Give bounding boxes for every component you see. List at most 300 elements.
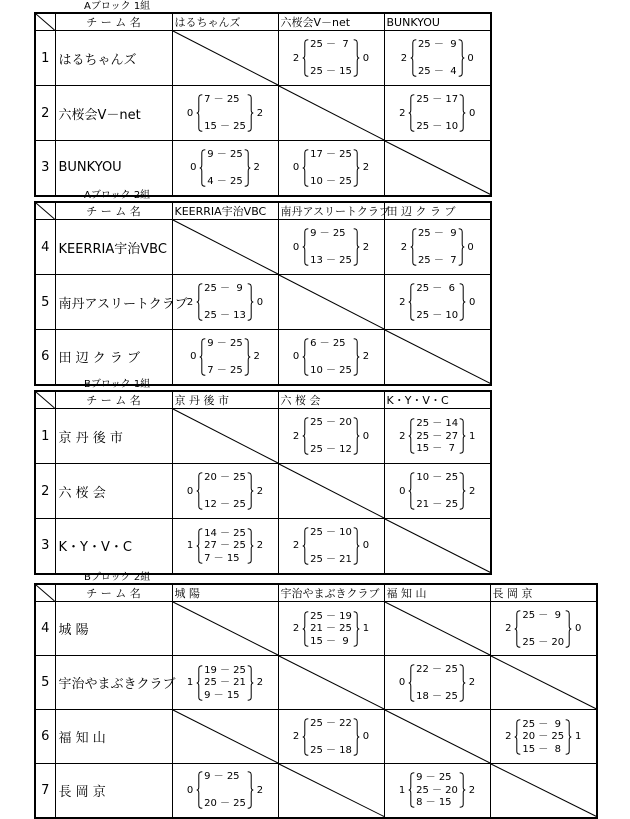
header-row (35, 202, 491, 220)
column-team-label: 宇治やまぶきクラブ (280, 587, 380, 600)
column-team-name (384, 391, 491, 409)
row-team-name: K・Y・V・C (55, 519, 172, 574)
match-result (278, 519, 384, 574)
set-scores (415, 94, 459, 132)
brace-left (408, 418, 415, 454)
sets-won: 1 (186, 540, 194, 552)
row-number: 7 (35, 764, 55, 818)
set-scores (309, 39, 353, 77)
sets-lost: 1 (468, 430, 476, 442)
brace-left (408, 772, 415, 808)
column-team-label: 京 丹 後 市 (174, 394, 229, 407)
corner-diagonal (36, 392, 55, 408)
set-scores (415, 283, 459, 321)
sets-lost: 0 (362, 52, 370, 64)
sets-won: 1 (186, 677, 194, 688)
set-score: 15 － 25 (204, 121, 246, 132)
sets-lost: 2 (468, 485, 476, 497)
set-score: 25 － 9 (417, 228, 457, 239)
team-name-header: チ ー ム 名 (55, 202, 172, 220)
row-team-name: 六桜会V－net (55, 86, 172, 141)
sets-won: 2 (292, 623, 300, 634)
column-team-label: K・Y・V・C (386, 394, 449, 407)
block-title: Bブロック 2組 (84, 572, 151, 583)
set-score: 10 － 25 (310, 175, 352, 187)
brace-left (408, 94, 415, 132)
corner-cell (35, 202, 55, 220)
brace-left (199, 338, 206, 376)
match-result (278, 220, 384, 275)
no-match-cell (490, 656, 597, 710)
set-score: 20 － 25 (204, 472, 246, 483)
brace-right (244, 149, 251, 187)
set-score: 25 － 6 (416, 283, 455, 294)
brace-left (302, 417, 309, 455)
set-scores (309, 527, 353, 565)
brace-left (302, 338, 309, 376)
sets-won: 2 (400, 241, 408, 253)
set-score: 10 － 25 (310, 364, 352, 376)
set-scores (309, 417, 353, 455)
sets-lost: 2 (253, 162, 260, 174)
team-row (35, 220, 491, 275)
brace-right (458, 39, 465, 77)
set-score: 20 － 25 (522, 731, 565, 742)
team-row (35, 141, 491, 196)
brace-right (565, 610, 572, 648)
match-result (384, 31, 491, 86)
set-scores (203, 472, 247, 510)
brace-left (196, 283, 203, 321)
set-score: 9 － 25 (207, 148, 243, 160)
column-team-label: 六桜会V－net (280, 16, 351, 29)
corner-cell (35, 13, 55, 31)
match-result (278, 330, 384, 385)
block-4 (34, 572, 598, 819)
set-score: 15 － 7 (416, 443, 455, 454)
row-number: 3 (35, 141, 55, 196)
set-score: 25 － 10 (310, 526, 352, 538)
column-team-name (172, 584, 278, 602)
row-number: 6 (35, 330, 55, 385)
set-score: 13 － 25 (310, 255, 352, 266)
no-match-cell (490, 764, 597, 818)
brace-right (247, 283, 254, 321)
set-scores (309, 338, 353, 376)
results-table (34, 390, 492, 575)
set-score: 25 － 15 (310, 66, 352, 77)
set-score: 25 － 19 (310, 610, 352, 622)
brace-left (302, 718, 309, 756)
set-score: 7 － 25 (204, 94, 240, 105)
brace-left (196, 472, 203, 510)
match-result (384, 86, 491, 141)
cell-diagonal (385, 519, 491, 573)
brace-right (247, 665, 254, 701)
cell-diagonal (173, 31, 278, 85)
brace-right (353, 338, 360, 376)
sets-lost: 2 (256, 540, 264, 552)
sets-won: 0 (186, 784, 194, 796)
team-row (35, 602, 597, 656)
block-2 (34, 190, 492, 386)
no-match-cell (278, 764, 384, 818)
block-title: Aブロック 2組 (84, 190, 151, 201)
match-result (172, 86, 278, 141)
set-score: 25 － 27 (416, 430, 459, 442)
brace-left (302, 527, 309, 565)
set-scores (415, 772, 459, 808)
sets-won: 2 (505, 731, 512, 742)
sets-lost: 0 (362, 540, 370, 552)
brace-left (196, 528, 203, 564)
set-scores (203, 528, 247, 564)
cell-diagonal (385, 602, 490, 655)
row-number: 1 (35, 409, 55, 464)
match-result (384, 764, 490, 818)
column-team-label: はるちゃんズ (174, 16, 241, 29)
block-3 (34, 379, 492, 575)
team-row (35, 31, 491, 86)
set-scores (417, 39, 458, 77)
sets-lost: 2 (468, 784, 476, 796)
cell-diagonal (491, 656, 597, 709)
results-table (34, 201, 492, 386)
header-row (35, 584, 597, 602)
brace-left (196, 771, 203, 809)
brace-left (410, 39, 417, 77)
row-number: 2 (35, 86, 55, 141)
row-team-name: BUNKYOU (55, 141, 172, 196)
set-score: 9 － 25 (207, 337, 243, 349)
sets-won: 0 (186, 107, 194, 119)
set-score: 17 － 25 (310, 148, 352, 160)
cell-diagonal (279, 764, 384, 817)
column-team-label: 六 桜 会 (280, 394, 321, 407)
sets-won: 2 (292, 430, 300, 442)
set-score: 25 － 21 (204, 677, 246, 688)
sets-won: 0 (190, 162, 197, 174)
team-row (35, 710, 597, 764)
sets-lost: 0 (574, 623, 582, 634)
set-score: 25 － 12 (310, 444, 352, 455)
header-row (35, 391, 491, 409)
sets-lost: 2 (256, 485, 264, 497)
sets-won: 2 (399, 296, 406, 308)
row-team-name: KEERRIA宇治VBC (55, 220, 172, 275)
match-result (172, 519, 278, 574)
column-team-label: 長 岡 京 (492, 587, 533, 600)
row-number: 2 (35, 464, 55, 519)
column-team-label: 福 知 山 (386, 587, 427, 600)
set-score: 20 － 25 (204, 798, 246, 810)
set-score: 15 － 8 (522, 743, 561, 755)
brace-left (410, 228, 417, 266)
set-score: 25 － 9 (522, 718, 561, 730)
no-match-cell (172, 220, 278, 275)
row-number: 3 (35, 519, 55, 574)
brace-right (565, 719, 572, 755)
cell-diagonal (491, 764, 597, 817)
team-name-header: チ ー ム 名 (55, 584, 172, 602)
row-number: 4 (35, 602, 55, 656)
set-score: 15 － 9 (310, 635, 349, 647)
set-scores (206, 338, 243, 376)
column-team-name (278, 202, 390, 220)
set-score: 25 － 4 (417, 66, 457, 77)
corner-cell (35, 391, 55, 409)
match-result (278, 31, 384, 86)
column-team-name (172, 202, 278, 220)
set-scores (203, 771, 247, 809)
no-match-cell (172, 409, 278, 464)
cell-diagonal (173, 220, 278, 274)
team-row (35, 656, 597, 710)
sets-lost: 1 (574, 731, 582, 742)
set-score: 21 － 25 (416, 499, 459, 510)
block-1 (34, 1, 492, 197)
corner-diagonal (36, 203, 55, 219)
set-score: 25 － 7 (310, 39, 349, 50)
brace-right (244, 338, 251, 376)
team-row (35, 330, 491, 385)
block-title: Aブロック 1組 (84, 1, 151, 12)
brace-right (353, 149, 360, 187)
no-match-cell (278, 275, 384, 330)
column-team-name (490, 584, 597, 602)
match-result (384, 220, 491, 275)
row-number: 5 (35, 275, 55, 330)
row-team-name: 城 陽 (55, 602, 172, 656)
team-row (35, 464, 491, 519)
brace-right (459, 664, 466, 702)
sets-won: 2 (400, 52, 408, 64)
results-table (34, 583, 598, 819)
team-row (35, 86, 491, 141)
column-team-label: 田 辺 ク ラ ブ (386, 205, 456, 218)
set-score: 9 － 25 (416, 772, 452, 784)
set-score: 25 － 10 (416, 121, 459, 132)
sets-won: 2 (292, 540, 300, 552)
row-team-name: 南丹アスリートクラブ (55, 275, 172, 330)
match-result (278, 141, 384, 196)
brace-right (459, 472, 466, 510)
no-match-cell (278, 86, 384, 141)
set-score: 18 － 25 (416, 690, 458, 702)
no-match-cell (278, 656, 384, 710)
column-team-label: BUNKYOU (386, 15, 440, 29)
no-match-cell (384, 330, 491, 385)
block-title: Bブロック 1組 (84, 379, 151, 390)
set-scores (415, 418, 459, 454)
set-score: 22 － 25 (416, 663, 458, 675)
set-score: 25 － 20 (310, 417, 352, 428)
corner-cell (35, 584, 55, 602)
match-result (172, 656, 278, 710)
brace-right (353, 417, 360, 455)
row-team-name: はるちゃんズ (55, 31, 172, 86)
cell-diagonal (279, 275, 384, 329)
cell-diagonal (385, 141, 491, 195)
team-row (35, 275, 491, 330)
header-row (35, 13, 491, 31)
sets-lost: 2 (362, 241, 370, 253)
match-result (172, 330, 278, 385)
brace-right (353, 718, 360, 756)
sets-lost: 2 (256, 677, 264, 688)
set-score: 25 － 18 (310, 744, 352, 756)
set-score: 12 － 25 (204, 499, 246, 510)
column-team-label: 南丹アスリートクラブ (280, 205, 390, 218)
set-scores (309, 149, 353, 187)
results-table (34, 12, 492, 197)
set-score: 25 － 9 (204, 283, 243, 294)
match-result (278, 409, 384, 464)
brace-left (199, 149, 206, 187)
brace-right (459, 94, 466, 132)
set-score: 10 － 25 (416, 472, 459, 483)
sets-won: 0 (190, 351, 197, 363)
brace-right (459, 418, 466, 454)
row-team-name: 京 丹 後 市 (55, 409, 172, 464)
no-match-cell (384, 602, 490, 656)
match-result (490, 710, 597, 764)
cell-diagonal (279, 464, 384, 518)
set-score: 25 － 13 (204, 310, 246, 321)
row-team-name: 田 辺 ク ラ ブ (55, 330, 172, 385)
column-team-name (172, 391, 278, 409)
brace-right (353, 39, 360, 77)
sets-lost: 2 (256, 107, 264, 119)
team-name-header: チ ー ム 名 (55, 13, 172, 31)
set-scores (203, 283, 247, 321)
set-scores (309, 228, 353, 266)
cell-diagonal (173, 409, 278, 463)
set-score: 8 － 15 (416, 797, 452, 809)
match-result (278, 710, 384, 764)
sets-lost: 0 (362, 731, 370, 742)
row-team-name: 宇治やまぶきクラブ (55, 656, 172, 710)
team-row (35, 764, 597, 818)
sets-won: 2 (292, 731, 300, 742)
set-score: 25 － 9 (522, 609, 561, 621)
row-number: 1 (35, 31, 55, 86)
set-score: 25 － 17 (416, 94, 459, 105)
brace-left (302, 611, 309, 647)
set-score: 9 － 25 (204, 771, 240, 783)
cell-diagonal (385, 330, 491, 384)
brace-left (196, 665, 203, 701)
set-scores (521, 719, 565, 755)
sets-won: 0 (398, 677, 406, 688)
cell-diagonal (385, 710, 490, 763)
brace-right (247, 771, 254, 809)
set-score: 4 － 25 (207, 175, 243, 187)
set-score: 9 － 15 (204, 689, 240, 701)
sets-won: 2 (399, 107, 406, 119)
brace-left (408, 664, 415, 702)
brace-right (353, 228, 360, 266)
sets-won: 0 (292, 162, 300, 174)
set-score: 25 － 20 (522, 636, 565, 648)
column-team-label: KEERRIA宇治VBC (174, 205, 267, 218)
match-result (384, 656, 490, 710)
set-scores (309, 718, 353, 756)
no-match-cell (278, 464, 384, 519)
set-score: 7 － 25 (207, 364, 243, 376)
match-result (172, 275, 278, 330)
set-scores (203, 665, 247, 701)
set-score: 27 － 25 (204, 540, 246, 552)
column-team-label: 城 陽 (174, 587, 200, 600)
brace-left (302, 228, 309, 266)
sets-lost: 2 (362, 162, 370, 174)
no-match-cell (384, 141, 491, 196)
set-score: 19 － 25 (204, 664, 246, 676)
column-team-name (172, 13, 278, 31)
cell-diagonal (279, 656, 384, 709)
set-score: 25 － 20 (416, 784, 458, 796)
brace-left (408, 472, 415, 510)
set-score: 21 － 25 (310, 623, 352, 634)
match-result (172, 764, 278, 818)
corner-diagonal (36, 585, 55, 601)
match-result (172, 464, 278, 519)
brace-left (302, 39, 309, 77)
brace-right (459, 283, 466, 321)
no-match-cell (384, 710, 490, 764)
brace-left (302, 149, 309, 187)
brace-right (353, 527, 360, 565)
sets-lost: 2 (468, 677, 476, 688)
cell-diagonal (173, 602, 278, 655)
column-team-name (384, 202, 491, 220)
sets-won: 1 (398, 784, 406, 796)
match-result (172, 141, 278, 196)
sets-lost: 1 (362, 623, 370, 634)
set-scores (309, 611, 353, 647)
match-result (384, 464, 491, 519)
sets-lost: 2 (362, 351, 370, 363)
sets-lost: 2 (253, 351, 260, 363)
set-scores (415, 472, 459, 510)
team-name-header: チ ー ム 名 (55, 391, 172, 409)
brace-left (408, 283, 415, 321)
sets-won: 2 (505, 623, 512, 634)
sets-won: 2 (186, 296, 194, 308)
column-team-name (384, 13, 491, 31)
brace-right (247, 472, 254, 510)
sets-won: 0 (186, 485, 194, 497)
sets-lost: 0 (467, 52, 474, 64)
match-result (384, 275, 491, 330)
set-score: 25 － 10 (416, 310, 459, 321)
row-team-name: 長 岡 京 (55, 764, 172, 818)
cell-diagonal (173, 710, 278, 763)
column-team-name (278, 13, 384, 31)
sets-lost: 0 (468, 296, 476, 308)
brace-left (196, 94, 203, 132)
match-result (490, 602, 597, 656)
set-score: 25 － 9 (417, 39, 457, 50)
sets-lost: 2 (256, 784, 264, 796)
sets-won: 0 (292, 241, 300, 253)
team-row (35, 519, 491, 574)
brace-left (514, 719, 521, 755)
sets-won: 2 (292, 52, 300, 64)
set-scores (417, 228, 458, 266)
sets-lost: 0 (256, 296, 264, 308)
